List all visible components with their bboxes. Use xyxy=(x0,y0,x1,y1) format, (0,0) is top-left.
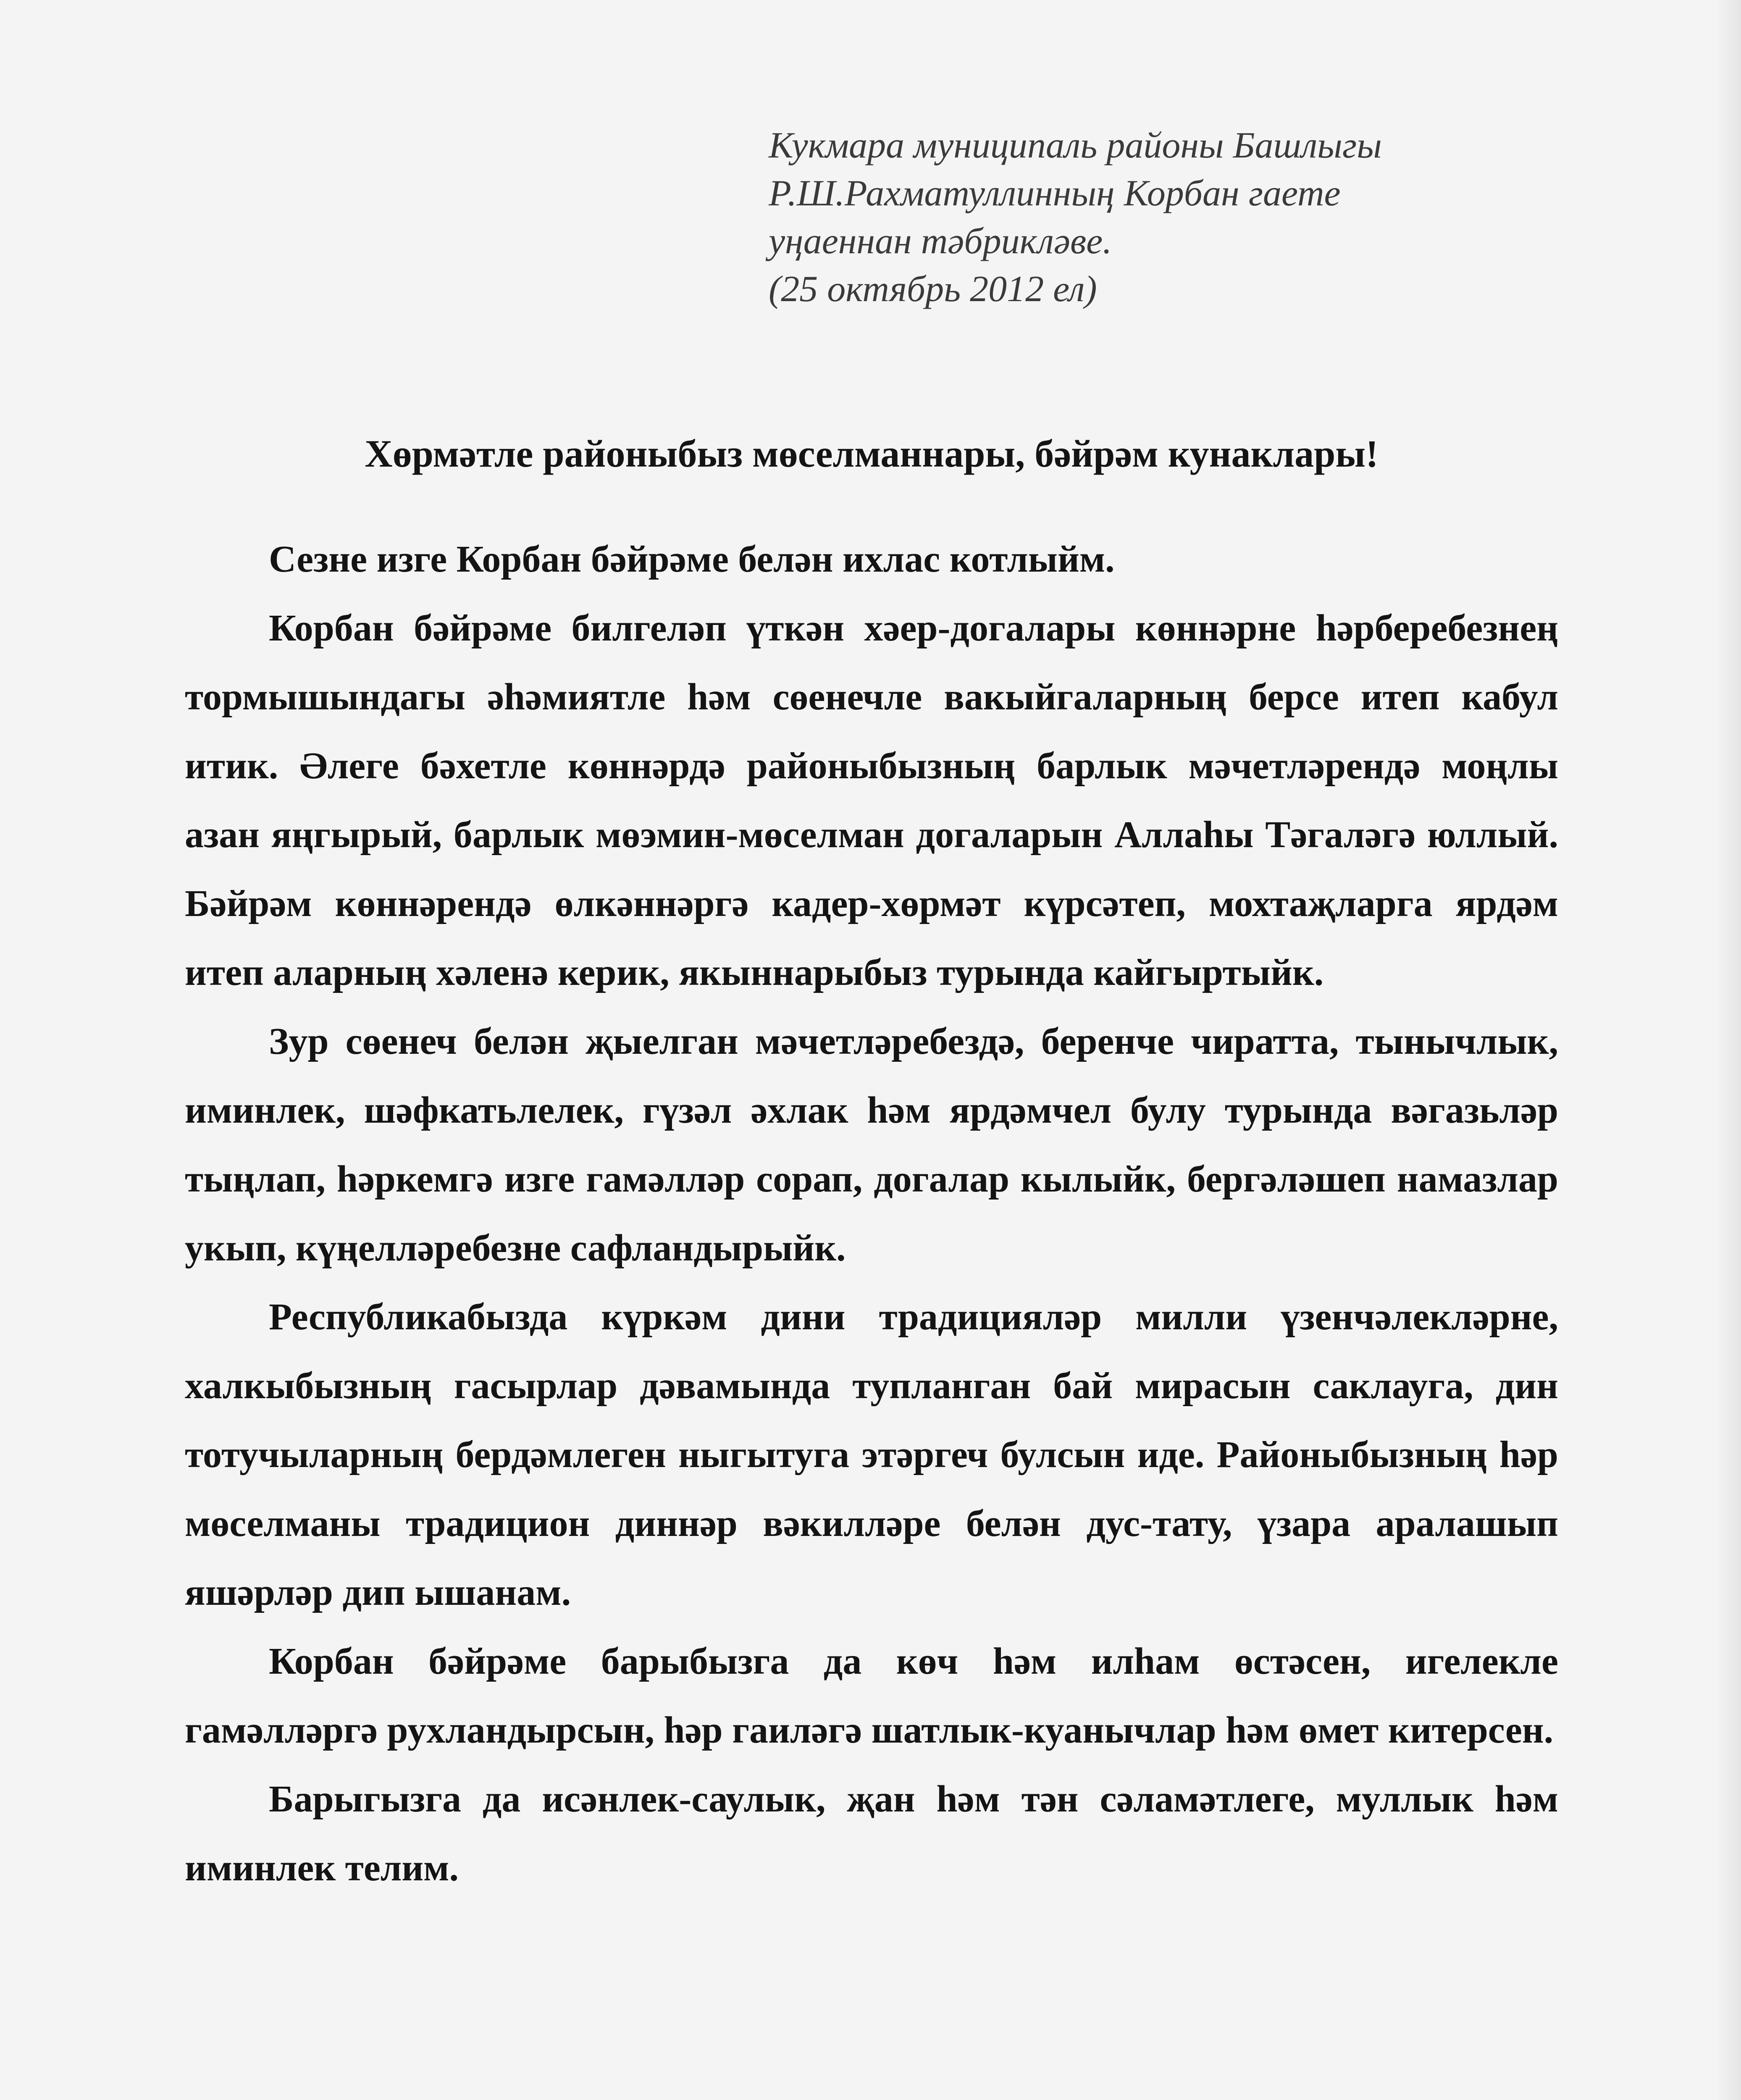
paragraph: Корбан бәйрәме барыбызга да көч һәм илһам өстәсен, игелекле гамәлләргә рухландырсын, һәр гаиләгә шатлык-куанычлар һәм өмет китерсен. xyxy=(185,1641,1558,1751)
greeting-heading: Хөрмәтле районыбыз мөселманнары, бәйрәм кунаклары! xyxy=(365,432,1379,475)
header-note xyxy=(769,122,1567,313)
paragraph: Барыгызга да исәнлек-саулык, җан һәм тән сәламәтлеге, муллык һәм иминлек телим. xyxy=(185,1778,1558,1889)
header-note-line: Р.Ш.Рахматуллинның Корбан гаете xyxy=(769,173,1341,214)
header-note-line: уңаеннан тәбрикләве. xyxy=(769,221,1112,262)
paragraph: Зур сөенеч белән җыелган мәчетләребездә, беренче чиратта, тынычлык, иминлек, шәфкатьлелек, гүзәл әхлак һәм ярдәмчел булу турында вәгазьләр тыңлап, һәркемгә изге гамәлләр сорап, догалар кылыйк, бергәләшеп намазлар укып, күңелләребезне сафландырыйк. xyxy=(185,1021,1558,1269)
header-note-line: (25 октябрь 2012 ел) xyxy=(769,269,1097,310)
letter-body xyxy=(185,525,1558,1903)
header-note-line: Кукмара муниципаль районы Башлыгы xyxy=(769,125,1382,166)
paragraph: Корбан бәйрәме билгеләп үткән хәер-догалары көннәрне һәрберебезнең тормышындагы әһәмиятле һәм сөенечле вакыйгаларның берсе итеп кабул итик. Әлеге бәхетле көннәрдә районыбызның барлык мәчетләрендә моңлы азан яңгырый, барлык мөэмин-мөселман догаларын Аллаһы Тәгаләгә юллый. Бәйрәм көннәрендә өлкәннәргә кадер-хөрмәт күрсәтеп, мохтаҗларга ярдәм итеп аларның хәленә керик, якыннарыбыз турында кайгыртыйк. xyxy=(185,607,1558,993)
paragraph: Республикабызда күркәм дини традицияләр милли үзенчәлекләрне, халкыбызның гасырлар дәвамында тупланган бай мирасын саклауга, дин тотучыларның бердәмлеген ныгытуга этәргеч булсын иде. Районыбызның һәр мөселманы традицион диннәр вәкилләре белән дус-тату, үзара аралашып яшәрләр дип ышанам. xyxy=(185,1296,1558,1613)
page-edge-shadow xyxy=(1716,0,1741,2100)
paragraph: Сезне изге Корбан бәйрәме белән ихлас котлыйм. xyxy=(269,538,1115,580)
